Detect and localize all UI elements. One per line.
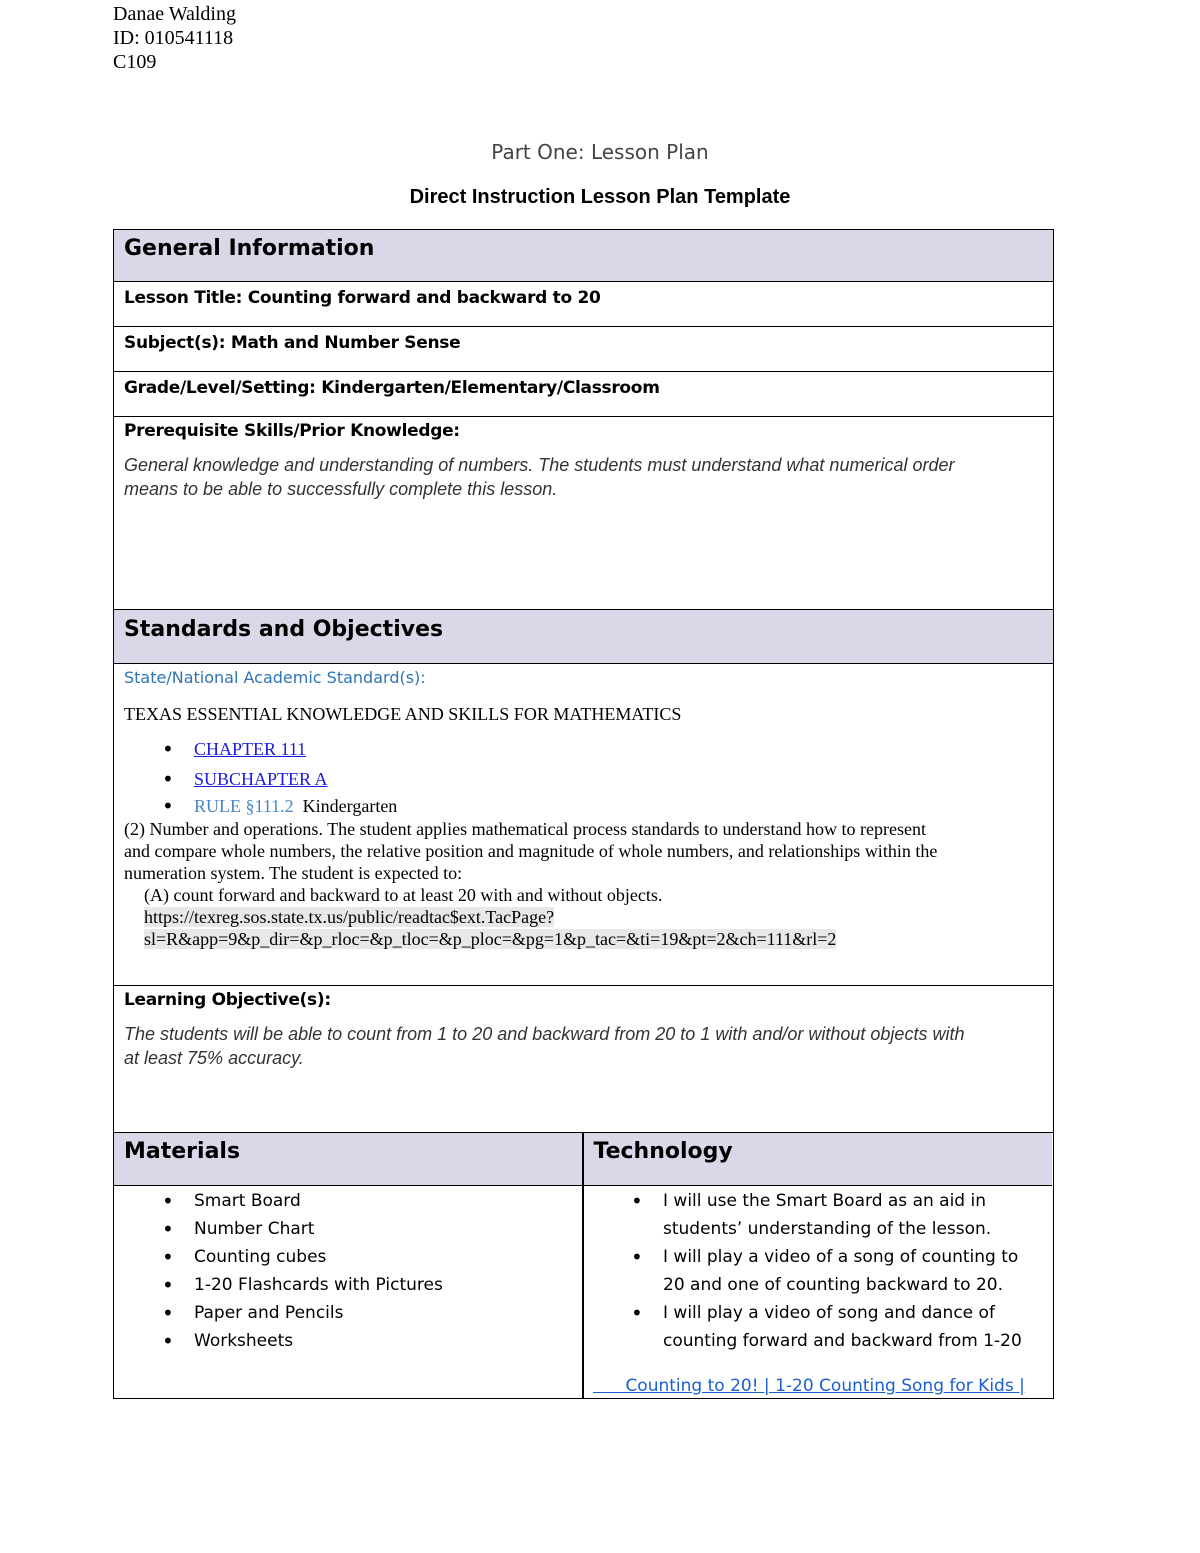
materials-technology-table xyxy=(113,1132,1054,1399)
list-item xyxy=(593,1299,1053,1355)
paragraph-line-3: numeration system. The student is expected to: xyxy=(124,863,463,883)
standards-label: State/National Academic Standard(s): xyxy=(124,668,426,687)
paragraph-line-1: (2) Number and operations. The student applies mathematical process standards to understand how to represent xyxy=(124,819,926,839)
technology-heading: Technology xyxy=(584,1133,1053,1186)
video-link[interactable] xyxy=(593,1376,1025,1396)
tech-item-1a: I will use the Smart Board as an aid in xyxy=(663,1191,986,1211)
rule-link[interactable]: RULE §111.2 xyxy=(194,796,294,816)
standards-heading: Standards and Objectives xyxy=(114,610,1053,664)
prereq-text xyxy=(114,447,1053,501)
learning-objective-label: Learning Objective(s): xyxy=(124,990,331,1010)
tech-item-2b: 20 and one of counting backward to 20. xyxy=(663,1275,1004,1295)
subjects: Subject(s): Math and Number Sense xyxy=(114,327,1053,372)
prereq-text-line-1: General knowledge and understanding of numbers. The students must understand what numerical order xyxy=(124,455,955,475)
paragraph-line-2: and compare whole numbers, the relative position and magnitude of whole numbers, and relationships within the xyxy=(124,841,938,861)
prereq-text-line-2: means to be able to successfully complete this lesson. xyxy=(124,479,558,499)
technology-list xyxy=(593,1187,1053,1355)
chapter-link[interactable]: CHAPTER 111 xyxy=(194,739,307,759)
url-line-1 xyxy=(124,906,1043,928)
tech-item-3b: counting forward and backward from 1-20 xyxy=(663,1331,1022,1351)
lesson-title: Lesson Title: Counting forward and backward to 20 xyxy=(114,282,1053,327)
url-text-1[interactable]: https://texreg.sos.state.tx.us/public/readtac$ext.TacPage? xyxy=(144,907,555,927)
standards-list xyxy=(124,734,1043,818)
list-item: • Paper and Pencils xyxy=(124,1299,574,1327)
general-info-heading: General Information xyxy=(114,230,1053,282)
url-line-2 xyxy=(124,928,1043,950)
tech-item-1b: students’ understanding of the lesson. xyxy=(663,1219,992,1239)
standard-paragraph xyxy=(124,818,1043,950)
video-link-leading-space xyxy=(593,1376,625,1396)
tech-item-3a: I will play a video of song and dance of xyxy=(663,1303,995,1323)
standards-table xyxy=(113,609,1054,1133)
template-title: Direct Instruction Lesson Plan Template xyxy=(409,186,791,208)
prereq-label: Prerequisite Skills/Prior Knowledge: xyxy=(124,421,460,441)
teks-title: TEXAS ESSENTIAL KNOWLEDGE AND SKILLS FOR MATHEMATICS xyxy=(124,704,682,724)
author-id: ID: 010541118 xyxy=(113,27,234,49)
list-item: • Worksheets xyxy=(124,1327,574,1355)
list-item xyxy=(593,1187,1053,1243)
list-item xyxy=(124,734,1043,764)
learning-text-line-1: The students will be able to count from 1 to 20 and backward from 20 to 1 with and/or without objects with xyxy=(124,1024,965,1044)
materials-heading: Materials xyxy=(114,1133,582,1186)
learning-objective-text xyxy=(114,1016,1053,1070)
list-item: • Smart Board xyxy=(124,1187,574,1215)
grade-level-setting: Grade/Level/Setting: Kindergarten/Elementary/Classroom xyxy=(114,372,1053,417)
author-block xyxy=(113,2,236,74)
subchapter-link[interactable]: SUBCHAPTER A xyxy=(194,769,328,789)
course-code: C109 xyxy=(113,51,157,73)
item-a: (A) count forward and backward to at least 20 with and without objects. xyxy=(144,885,663,905)
list-item: • 1-20 Flashcards with Pictures xyxy=(124,1271,574,1299)
tech-item-2a: I will play a video of a song of counting to xyxy=(663,1247,1019,1267)
list-item xyxy=(124,794,1043,818)
video-link-text[interactable]: Counting to 20! | 1-20 Counting Song for Kids | xyxy=(625,1376,1025,1396)
author-name: Danae Walding xyxy=(113,3,236,25)
general-info-table xyxy=(113,229,1054,611)
materials-list xyxy=(124,1187,574,1355)
list-item: • Number Chart xyxy=(124,1215,574,1243)
list-item xyxy=(124,764,1043,794)
list-item xyxy=(593,1243,1053,1299)
standards-cell xyxy=(114,664,1053,986)
rule-suffix: Kindergarten xyxy=(302,796,398,816)
video-link-line xyxy=(593,1372,1053,1400)
learning-text-line-2: at least 75% accuracy. xyxy=(124,1048,304,1068)
url-text-2[interactable]: sl=R&app=9&p_dir=&p_rloc=&p_tloc=&p_ploc=&pg=1&p_tac=&ti=19&pt=2&ch=111&rl=2 xyxy=(144,929,837,949)
part-title: Part One: Lesson Plan xyxy=(491,140,709,164)
list-item: • Counting cubes xyxy=(124,1243,574,1271)
